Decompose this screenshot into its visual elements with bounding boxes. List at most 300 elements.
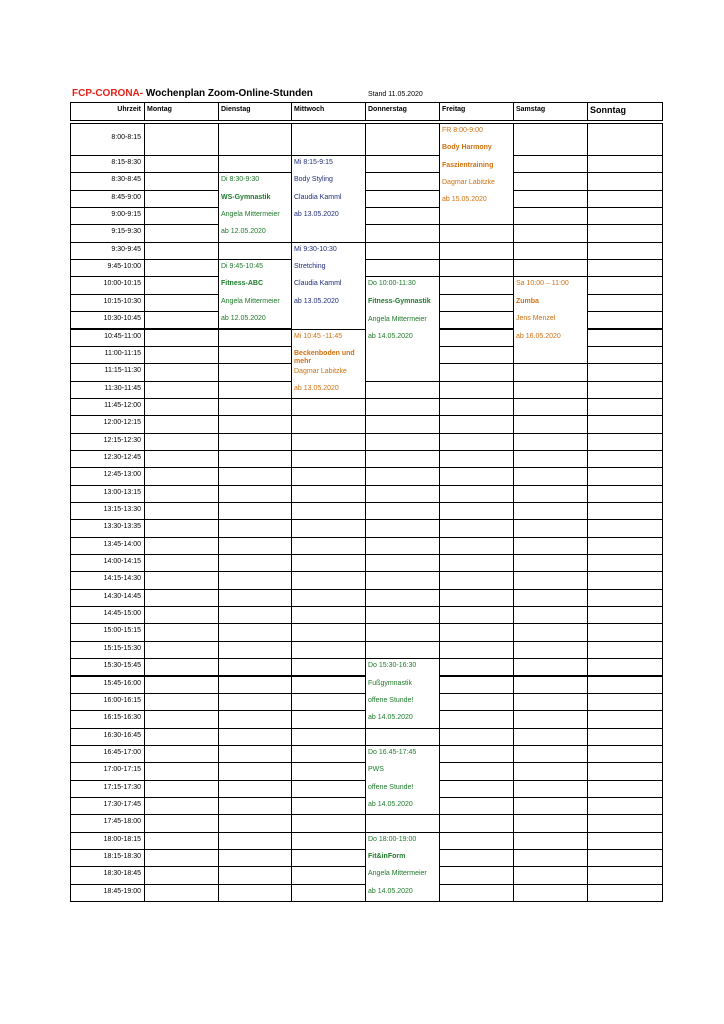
time-label: 18:45-19:00 bbox=[103, 887, 141, 895]
time-label: 18:30-18:45 bbox=[103, 870, 141, 878]
empty-cell bbox=[144, 537, 219, 555]
empty-cell bbox=[365, 172, 440, 190]
header-label: Dienstag bbox=[221, 106, 251, 113]
empty-cell bbox=[513, 467, 588, 485]
empty-cell bbox=[218, 745, 292, 763]
empty-cell bbox=[218, 485, 292, 503]
empty-cell bbox=[144, 866, 219, 884]
empty-cell bbox=[291, 450, 366, 468]
empty-cell bbox=[218, 519, 292, 537]
empty-cell bbox=[218, 537, 292, 555]
empty-cell bbox=[144, 363, 219, 381]
empty-cell bbox=[144, 797, 219, 815]
empty-cell bbox=[513, 381, 588, 399]
empty-cell bbox=[439, 728, 514, 746]
empty-cell bbox=[439, 381, 514, 399]
empty-cell bbox=[218, 155, 292, 173]
empty-cell bbox=[587, 172, 663, 190]
time-label: 14:15-14:30 bbox=[103, 575, 141, 583]
event-line: PWS bbox=[368, 766, 384, 774]
time-label: 17:45-18:00 bbox=[103, 818, 141, 826]
empty-cell bbox=[439, 797, 514, 815]
empty-cell bbox=[365, 381, 440, 399]
empty-cell bbox=[144, 398, 219, 416]
empty-cell bbox=[587, 832, 663, 850]
empty-cell bbox=[291, 849, 366, 867]
empty-cell bbox=[291, 814, 366, 832]
event-line: Claudia Kamml bbox=[294, 193, 342, 201]
event-line: ab 12.05.2020 bbox=[221, 228, 266, 236]
header-label: Sonntag bbox=[590, 105, 626, 115]
empty-cell bbox=[439, 710, 514, 728]
event-line: Angela Mittermeier bbox=[221, 297, 280, 305]
time-label: 8:00-8:15 bbox=[111, 134, 141, 141]
empty-cell bbox=[144, 415, 219, 433]
empty-cell bbox=[439, 849, 514, 867]
empty-cell bbox=[144, 589, 219, 607]
brand-label: FCP-CORONA- bbox=[72, 88, 144, 99]
empty-cell bbox=[587, 554, 663, 572]
empty-cell bbox=[439, 537, 514, 555]
time-label: 10:45-11:00 bbox=[104, 332, 141, 340]
header-label: Montag bbox=[147, 106, 172, 113]
empty-cell bbox=[587, 433, 663, 451]
header-label: Mittwoch bbox=[294, 106, 325, 113]
empty-cell bbox=[365, 207, 440, 225]
empty-cell bbox=[365, 467, 440, 485]
empty-cell bbox=[513, 190, 588, 208]
empty-cell bbox=[365, 606, 440, 624]
empty-cell bbox=[587, 207, 663, 225]
time-label: 12:00-12:15 bbox=[103, 419, 141, 427]
event-line: offene Stunde! bbox=[368, 696, 414, 704]
time-label: 8:30-8:45 bbox=[111, 176, 141, 184]
empty-cell bbox=[291, 623, 366, 641]
empty-cell bbox=[144, 207, 219, 225]
empty-cell bbox=[218, 242, 292, 260]
empty-cell bbox=[218, 554, 292, 572]
time-label: 15:00-15:15 bbox=[103, 627, 141, 635]
empty-cell bbox=[365, 502, 440, 520]
empty-cell bbox=[513, 450, 588, 468]
event-block-do-fitness-gymnastik bbox=[365, 276, 440, 381]
empty-cell bbox=[218, 641, 292, 659]
event-line: ab 14.05.2020 bbox=[368, 714, 413, 722]
empty-cell bbox=[513, 123, 588, 156]
event-line: ab 13.05.2020 bbox=[294, 211, 339, 219]
event-line: Fitness-ABC bbox=[221, 280, 264, 288]
empty-cell bbox=[587, 884, 663, 902]
empty-cell bbox=[587, 259, 663, 277]
time-label: 10:00-10:15 bbox=[103, 280, 141, 288]
header-label: Freitag bbox=[442, 106, 466, 113]
empty-cell bbox=[218, 381, 292, 399]
empty-cell bbox=[587, 537, 663, 555]
empty-cell bbox=[144, 190, 219, 208]
empty-cell bbox=[144, 155, 219, 173]
event-line: Do 16.45-17:45 bbox=[368, 748, 417, 756]
empty-cell bbox=[291, 797, 366, 815]
time-label: 13:45-14:00 bbox=[103, 540, 141, 548]
empty-cell bbox=[218, 415, 292, 433]
empty-cell bbox=[144, 676, 219, 694]
empty-cell bbox=[439, 450, 514, 468]
empty-cell bbox=[513, 866, 588, 884]
event-line: Dagmar Labitzke bbox=[294, 367, 347, 375]
empty-cell bbox=[365, 398, 440, 416]
time-label: 12:30-12:45 bbox=[103, 453, 141, 461]
empty-cell bbox=[144, 554, 219, 572]
empty-cell bbox=[513, 398, 588, 416]
event-line: Mi 8:15-9:15 bbox=[294, 159, 333, 166]
empty-cell bbox=[439, 554, 514, 572]
empty-cell bbox=[144, 832, 219, 850]
empty-cell bbox=[144, 485, 219, 503]
empty-cell bbox=[587, 190, 663, 208]
empty-cell bbox=[587, 155, 663, 173]
empty-cell bbox=[291, 693, 366, 711]
empty-cell bbox=[587, 381, 663, 399]
empty-cell bbox=[144, 710, 219, 728]
empty-cell bbox=[291, 433, 366, 451]
event-line: Angela Mittermeier bbox=[221, 211, 280, 219]
empty-cell bbox=[144, 294, 219, 312]
empty-cell bbox=[144, 329, 219, 347]
empty-cell bbox=[513, 224, 588, 242]
empty-cell bbox=[291, 710, 366, 728]
empty-cell bbox=[439, 571, 514, 589]
empty-cell bbox=[365, 537, 440, 555]
empty-cell bbox=[291, 884, 366, 902]
empty-cell bbox=[587, 224, 663, 242]
empty-cell bbox=[513, 623, 588, 641]
empty-cell bbox=[513, 693, 588, 711]
empty-cell bbox=[365, 554, 440, 572]
empty-cell bbox=[587, 728, 663, 746]
empty-cell bbox=[587, 276, 663, 294]
empty-cell bbox=[291, 780, 366, 798]
header-label: Donnerstag bbox=[368, 106, 407, 113]
empty-cell bbox=[513, 485, 588, 503]
event-line: ab 14.05.2020 bbox=[368, 887, 413, 895]
empty-cell bbox=[513, 814, 588, 832]
title-label: Wochenplan Zoom-Online-Stunden bbox=[143, 88, 313, 99]
empty-cell bbox=[218, 502, 292, 520]
empty-cell bbox=[439, 589, 514, 607]
empty-cell bbox=[439, 329, 514, 347]
empty-cell bbox=[513, 676, 588, 694]
time-label: 9:45-10:00 bbox=[107, 263, 141, 271]
empty-cell bbox=[513, 641, 588, 659]
empty-cell bbox=[218, 606, 292, 624]
time-label: 18:00-18:15 bbox=[103, 835, 141, 843]
time-label: 13:30-13:35 bbox=[103, 523, 141, 531]
empty-cell bbox=[513, 554, 588, 572]
empty-cell bbox=[218, 123, 292, 156]
time-label: 9:00-9:15 bbox=[111, 211, 141, 219]
empty-cell bbox=[513, 762, 588, 780]
empty-cell bbox=[218, 676, 292, 694]
event-line: ab 16.05.2020 bbox=[516, 332, 561, 340]
empty-cell bbox=[513, 519, 588, 537]
empty-cell bbox=[587, 710, 663, 728]
empty-cell bbox=[513, 363, 588, 381]
empty-cell bbox=[587, 123, 663, 156]
event-line: Angela Mittermeier bbox=[368, 315, 427, 323]
empty-cell bbox=[291, 571, 366, 589]
empty-cell bbox=[218, 797, 292, 815]
empty-cell bbox=[365, 641, 440, 659]
time-label: 9:30-9:45 bbox=[111, 245, 141, 253]
empty-cell bbox=[291, 398, 366, 416]
empty-cell bbox=[144, 623, 219, 641]
empty-cell bbox=[587, 589, 663, 607]
event-line: Fitness-Gymnastik bbox=[368, 297, 431, 305]
time-label: 11:15-11:30 bbox=[104, 367, 141, 375]
event-line: FR 8:00-9:00 bbox=[442, 127, 483, 134]
empty-cell bbox=[513, 259, 588, 277]
empty-cell bbox=[218, 780, 292, 798]
empty-cell bbox=[291, 606, 366, 624]
empty-cell bbox=[144, 571, 219, 589]
empty-cell bbox=[291, 745, 366, 763]
empty-cell bbox=[513, 242, 588, 260]
empty-cell bbox=[291, 762, 366, 780]
time-label: 15:15-15:30 bbox=[103, 644, 141, 652]
empty-cell bbox=[291, 832, 366, 850]
empty-cell bbox=[513, 433, 588, 451]
empty-cell bbox=[218, 589, 292, 607]
time-label: 16:45-17:00 bbox=[103, 748, 141, 756]
empty-cell bbox=[587, 398, 663, 416]
empty-cell bbox=[144, 172, 219, 190]
time-label: 17:15-17:30 bbox=[103, 783, 141, 791]
event-line: Mi 10:45 -11:45 bbox=[294, 332, 343, 340]
empty-cell bbox=[291, 554, 366, 572]
time-label: 12:15-12:30 bbox=[103, 436, 141, 444]
time-label: 17:30-17:45 bbox=[103, 800, 141, 808]
empty-cell bbox=[218, 450, 292, 468]
event-line: ab 14.05.2020 bbox=[368, 800, 413, 808]
empty-cell bbox=[439, 259, 514, 277]
empty-cell bbox=[513, 589, 588, 607]
empty-cell bbox=[218, 710, 292, 728]
empty-cell bbox=[365, 571, 440, 589]
empty-cell bbox=[144, 502, 219, 520]
empty-cell bbox=[291, 502, 366, 520]
event-line: Do 10:00-11:30 bbox=[368, 280, 416, 288]
event-line: Beckenboden und mehr bbox=[294, 349, 355, 365]
empty-cell bbox=[587, 866, 663, 884]
event-line: Faszientraining bbox=[442, 161, 494, 169]
time-label: 16:30-16:45 bbox=[103, 731, 141, 739]
empty-cell bbox=[218, 814, 292, 832]
empty-cell bbox=[144, 242, 219, 260]
empty-cell bbox=[365, 589, 440, 607]
empty-cell bbox=[587, 606, 663, 624]
event-line: ab 15.05.2020 bbox=[442, 196, 487, 204]
empty-cell bbox=[587, 485, 663, 503]
empty-cell bbox=[144, 884, 219, 902]
event-line: Jens Menzel bbox=[516, 315, 556, 323]
empty-cell bbox=[218, 571, 292, 589]
empty-cell bbox=[587, 242, 663, 260]
empty-cell bbox=[587, 502, 663, 520]
empty-cell bbox=[587, 363, 663, 381]
empty-cell bbox=[218, 728, 292, 746]
empty-cell bbox=[439, 433, 514, 451]
empty-cell bbox=[218, 866, 292, 884]
event-line: Fit&inForm bbox=[368, 853, 406, 860]
empty-cell bbox=[513, 571, 588, 589]
stand-date: Stand 11.05.2020 bbox=[368, 91, 423, 98]
event-line: Di 9:45-10:45 bbox=[221, 263, 264, 271]
empty-cell bbox=[587, 762, 663, 780]
event-block-fr-body-harmony bbox=[439, 123, 514, 225]
empty-cell bbox=[513, 849, 588, 867]
empty-cell bbox=[439, 398, 514, 416]
empty-cell bbox=[218, 658, 292, 676]
empty-cell bbox=[291, 641, 366, 659]
empty-cell bbox=[144, 814, 219, 832]
empty-cell bbox=[144, 346, 219, 364]
empty-cell bbox=[439, 866, 514, 884]
empty-cell bbox=[513, 155, 588, 173]
empty-cell bbox=[587, 745, 663, 763]
empty-cell bbox=[587, 311, 663, 329]
header-label: Uhrzeit bbox=[117, 106, 141, 113]
time-label: 13:00-13:15 bbox=[103, 488, 141, 496]
empty-cell bbox=[365, 190, 440, 208]
time-label: 11:45-12:00 bbox=[104, 401, 141, 409]
empty-cell bbox=[291, 676, 366, 694]
empty-cell bbox=[439, 363, 514, 381]
empty-cell bbox=[144, 224, 219, 242]
time-label: 14:00-14:15 bbox=[103, 558, 141, 566]
empty-cell bbox=[513, 658, 588, 676]
time-label: 18:15-18:30 bbox=[103, 853, 141, 860]
empty-cell bbox=[144, 123, 219, 156]
empty-cell bbox=[144, 606, 219, 624]
empty-cell bbox=[291, 485, 366, 503]
empty-cell bbox=[439, 502, 514, 520]
empty-cell bbox=[439, 467, 514, 485]
empty-cell bbox=[439, 693, 514, 711]
empty-cell bbox=[365, 155, 440, 173]
empty-cell bbox=[513, 832, 588, 850]
event-line: Body Harmony bbox=[442, 144, 492, 152]
empty-cell bbox=[439, 276, 514, 294]
empty-cell bbox=[144, 259, 219, 277]
empty-cell bbox=[439, 814, 514, 832]
time-label: 12:45-13:00 bbox=[103, 471, 141, 479]
event-line: Sa 10:00 – 11:00 bbox=[516, 280, 569, 288]
time-label: 10:30-10:45 bbox=[103, 315, 141, 323]
empty-cell bbox=[587, 346, 663, 364]
empty-cell bbox=[587, 780, 663, 798]
time-label: 16:00-16:15 bbox=[103, 696, 141, 704]
empty-cell bbox=[439, 294, 514, 312]
empty-cell bbox=[218, 467, 292, 485]
time-label: 8:45-9:00 bbox=[111, 193, 141, 201]
empty-cell bbox=[587, 294, 663, 312]
empty-cell bbox=[513, 172, 588, 190]
empty-cell bbox=[365, 224, 440, 242]
event-line: offene Stunde! bbox=[368, 783, 414, 791]
empty-cell bbox=[439, 780, 514, 798]
time-label: 11:30-11:45 bbox=[104, 384, 141, 392]
event-line: Angela Mittermeier bbox=[368, 870, 427, 878]
empty-cell bbox=[144, 762, 219, 780]
empty-cell bbox=[587, 415, 663, 433]
empty-cell bbox=[144, 467, 219, 485]
event-line: Stretching bbox=[294, 263, 326, 271]
empty-cell bbox=[513, 207, 588, 225]
empty-cell bbox=[587, 329, 663, 347]
time-label: 14:30-14:45 bbox=[103, 592, 141, 600]
empty-cell bbox=[587, 658, 663, 676]
empty-cell bbox=[218, 346, 292, 364]
empty-cell bbox=[144, 728, 219, 746]
event-line: Body Styling bbox=[294, 176, 333, 184]
event-line: ab 12.05.2020 bbox=[221, 315, 266, 323]
empty-cell bbox=[365, 259, 440, 277]
empty-cell bbox=[439, 623, 514, 641]
empty-cell bbox=[587, 519, 663, 537]
empty-cell bbox=[144, 693, 219, 711]
empty-cell bbox=[587, 450, 663, 468]
empty-cell bbox=[291, 537, 366, 555]
empty-cell bbox=[513, 415, 588, 433]
empty-cell bbox=[587, 571, 663, 589]
empty-cell bbox=[144, 641, 219, 659]
empty-cell bbox=[144, 276, 219, 294]
empty-cell bbox=[144, 311, 219, 329]
empty-cell bbox=[439, 606, 514, 624]
empty-cell bbox=[513, 710, 588, 728]
empty-cell bbox=[218, 329, 292, 347]
time-label: 13:15-13:30 bbox=[103, 506, 141, 513]
empty-cell bbox=[587, 676, 663, 694]
event-line: ab 13.05.2020 bbox=[294, 385, 339, 393]
event-line: Fußgymnastik bbox=[368, 679, 412, 687]
empty-cell bbox=[513, 537, 588, 555]
event-line: Do 15:30-16:30 bbox=[368, 662, 417, 670]
empty-cell bbox=[365, 485, 440, 503]
empty-cell bbox=[439, 224, 514, 242]
event-line: WS-Gymnastik bbox=[221, 193, 271, 201]
empty-cell bbox=[218, 762, 292, 780]
empty-cell bbox=[218, 884, 292, 902]
event-line: Claudia Kamml bbox=[294, 280, 342, 288]
empty-cell bbox=[513, 728, 588, 746]
empty-cell bbox=[439, 485, 514, 503]
time-label: 8:15-8:30 bbox=[111, 159, 141, 166]
empty-cell bbox=[144, 780, 219, 798]
empty-cell bbox=[439, 415, 514, 433]
empty-cell bbox=[439, 346, 514, 364]
empty-cell bbox=[144, 849, 219, 867]
empty-cell bbox=[218, 693, 292, 711]
empty-cell bbox=[218, 433, 292, 451]
empty-cell bbox=[291, 467, 366, 485]
event-line: ab 13.05.2020 bbox=[294, 297, 339, 305]
empty-cell bbox=[513, 780, 588, 798]
empty-cell bbox=[513, 745, 588, 763]
event-line: Do 18:00-19:00 bbox=[368, 835, 417, 843]
time-label: 11:00-11:15 bbox=[104, 349, 141, 357]
empty-cell bbox=[513, 884, 588, 902]
